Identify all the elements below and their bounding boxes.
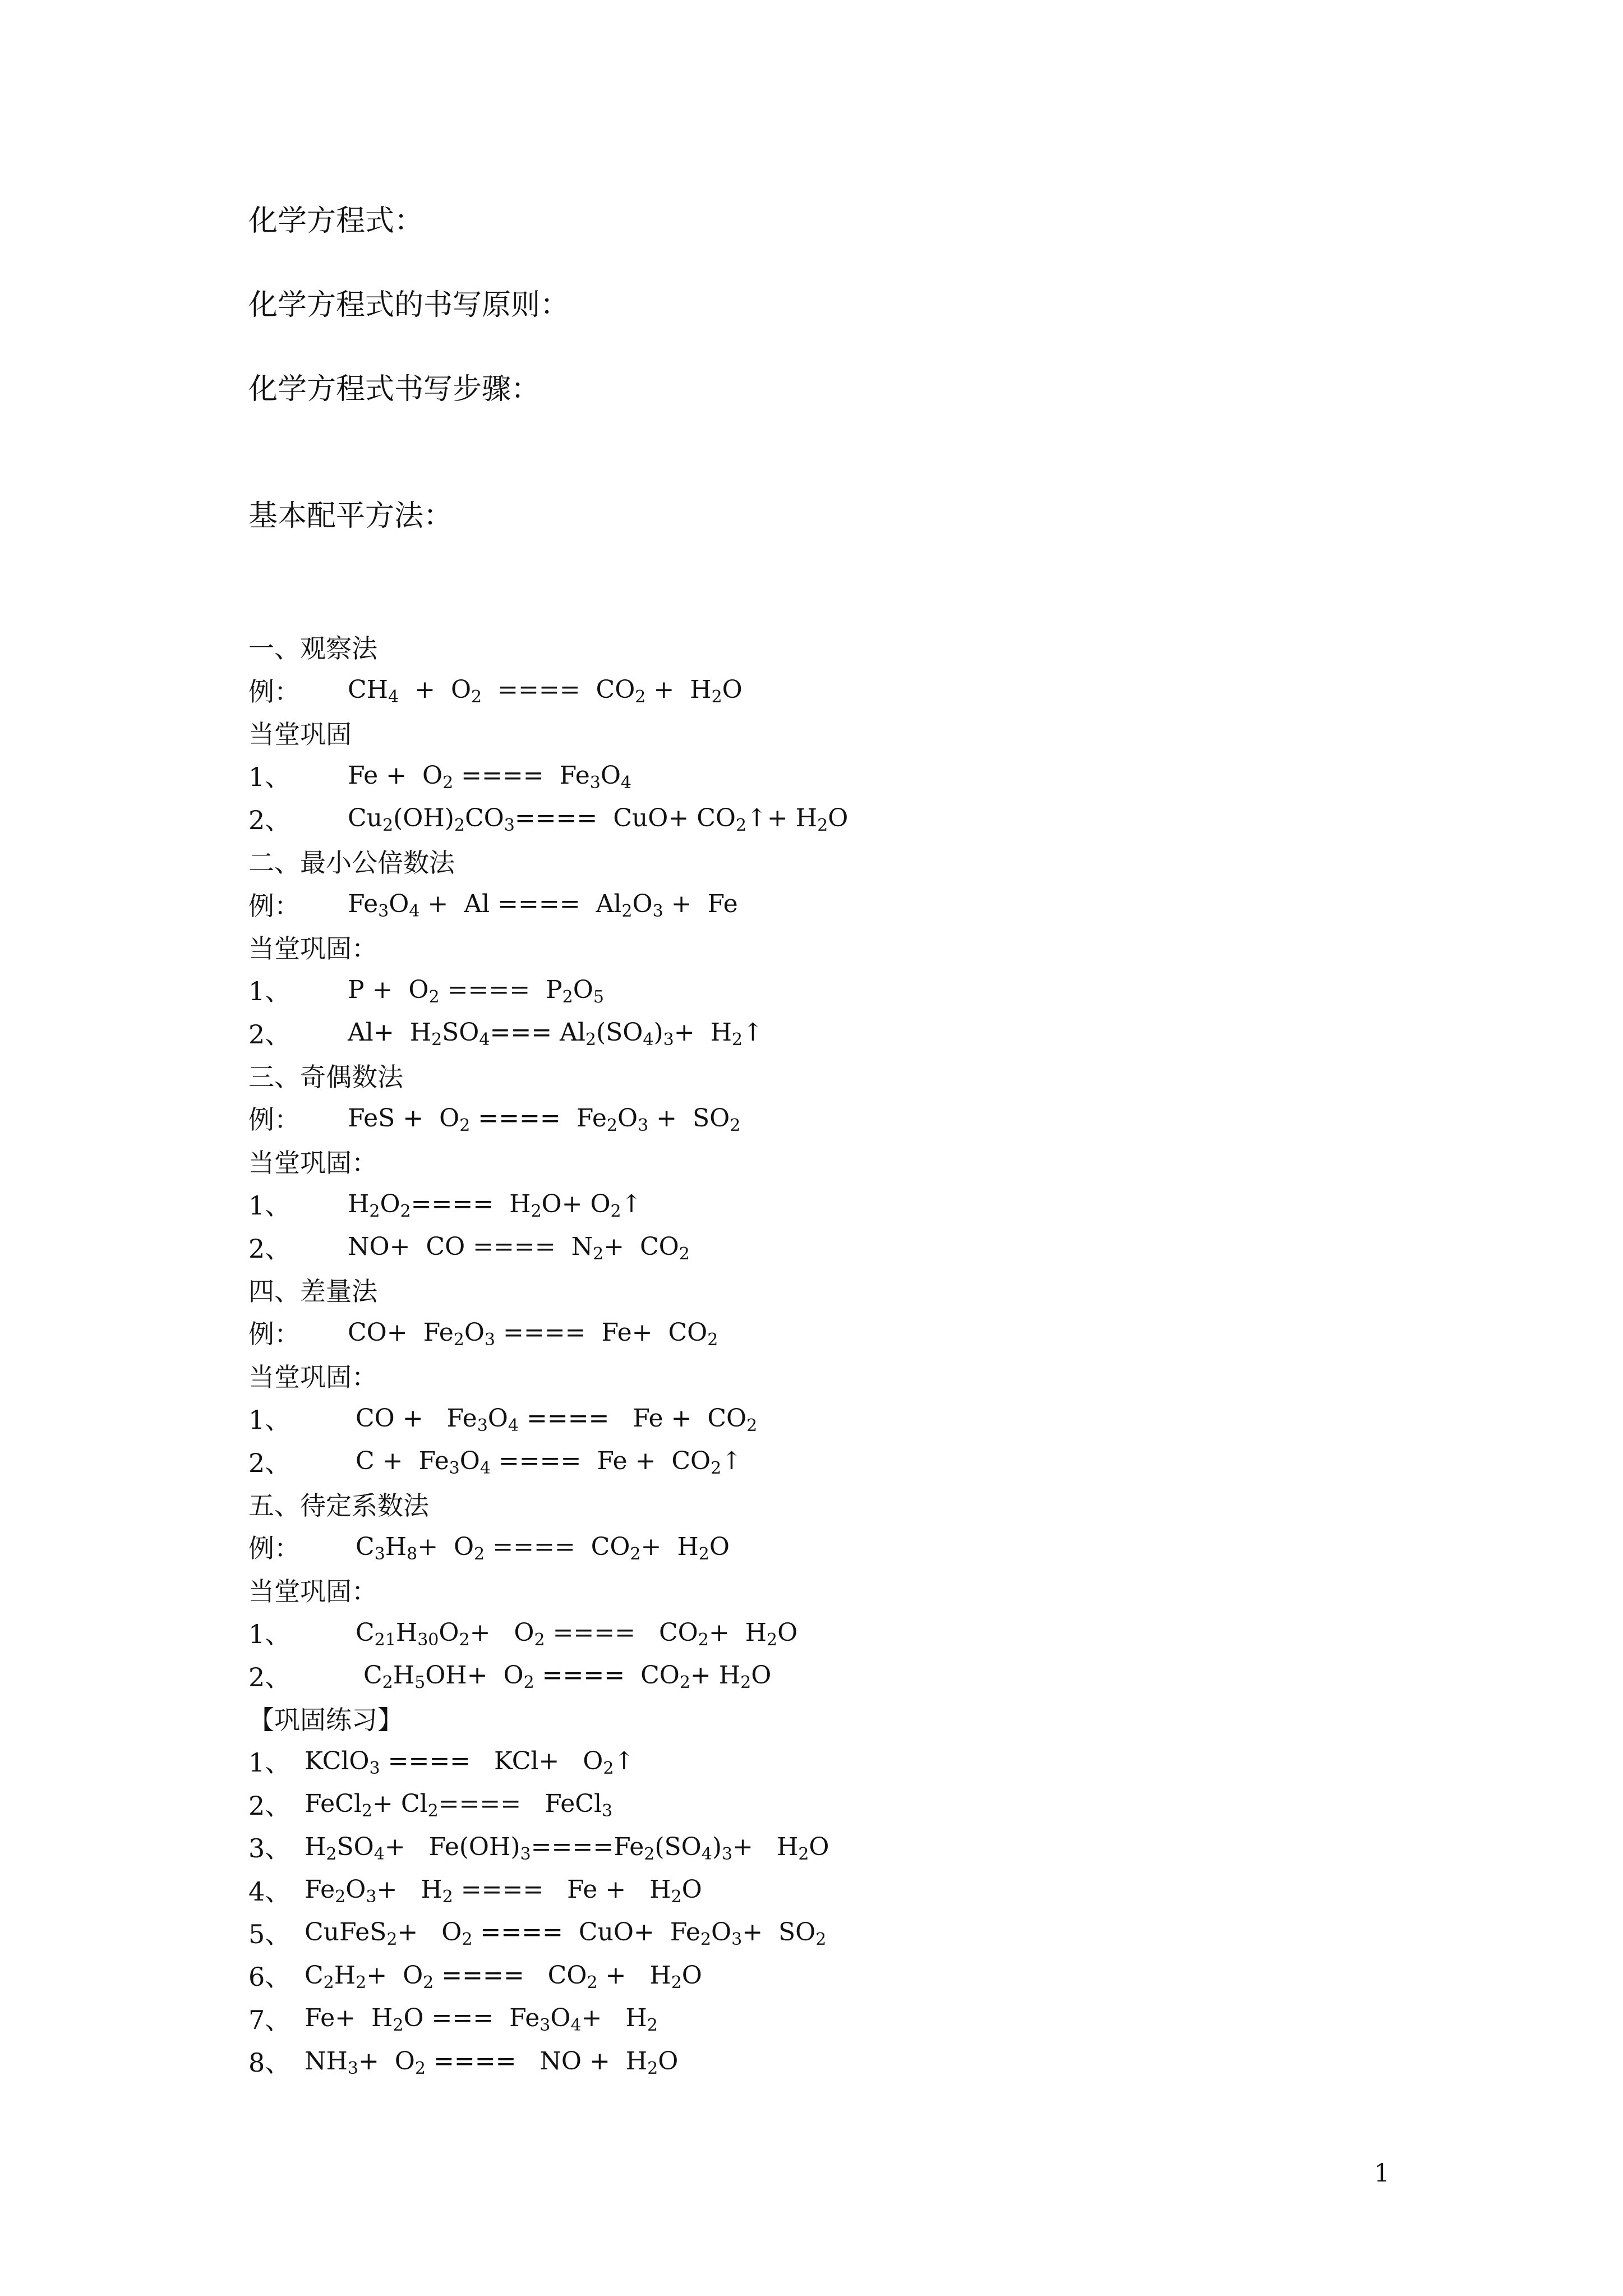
chemical-equation: $CO+ Fe_2O_3$ ==== $Fe+ CO_2$ [348, 1318, 718, 1350]
chemical-equation: $CH_4 + O_2$ ==== $CO_2 + H_2O$ [348, 675, 743, 707]
heading-chemical-equation: 化学方程式： [248, 204, 424, 238]
line-label: 当堂巩固： [248, 933, 377, 964]
equation-row [248, 1997, 1482, 2040]
practice-label [248, 711, 1482, 754]
page-number: 1 [1374, 2159, 1390, 2188]
chemical-equation: $Fe_3O_4 + Al$ ==== $Al_2O_3 + Fe$ [348, 890, 738, 922]
gas-arrow-icon: ↑ [743, 1018, 763, 1047]
equation-row [248, 1868, 1482, 1911]
equation-row [248, 1311, 1482, 1354]
line-label: 1、 [248, 1405, 291, 1435]
equation-row [248, 968, 1482, 1011]
line-label: 2、 [248, 1019, 291, 1050]
line-label: 例： [248, 676, 300, 707]
line-label: 例： [248, 1105, 300, 1135]
equation-row [248, 1654, 1482, 1696]
equation-row [248, 1525, 1482, 1568]
line-label: 3、 [248, 1833, 291, 1864]
line-label: 8、 [248, 2047, 291, 2078]
equation-row [248, 668, 1482, 711]
line-label: 一、观察法 [248, 633, 377, 664]
practice-label [248, 926, 1482, 968]
chemical-equation: $C_{21}H_{30}O_2+ O_2$ ==== $CO_2+ H_2O$ [348, 1618, 798, 1650]
chemical-equation: $C_2H_2+ O_2$ ==== $CO_2 + H_2O$ [305, 1961, 702, 1993]
line-label: 【巩固练习】 [248, 1704, 403, 1735]
chemical-equation: $Fe_2O_3+ H_2$ ==== $Fe + H_2O$ [305, 1875, 702, 1907]
line-label: 2、 [248, 804, 291, 835]
practice-label [248, 1140, 1482, 1182]
equation-row [248, 1740, 1482, 1782]
equation-row [248, 1182, 1482, 1225]
line-label: 4、 [248, 1876, 291, 1907]
equation-row [248, 2040, 1482, 2082]
section-heading [248, 1268, 1482, 1311]
chemical-equation: $Fe + O_2$ ==== $Fe_3O_4$ [348, 761, 632, 793]
line-label: 1、 [248, 762, 291, 793]
chemical-equation: NO+ CO ==== $N_2+ CO_2$ [348, 1232, 690, 1264]
section-heading [248, 625, 1482, 668]
line-label: 1、 [248, 1619, 291, 1650]
heading-writing-steps: 化学方程式书写步骤： [248, 372, 541, 406]
chemical-equation: CuFeS$_2$+ $O_2$ ==== $CuO+ Fe_2O_3+ SO_2$ [305, 1918, 827, 1950]
line-label: 例： [248, 1533, 300, 1564]
line-label: 四、差量法 [248, 1276, 377, 1307]
equation-row [248, 1439, 1482, 1482]
chemical-equation: $C_3H_8+ O_2$ ==== $CO_2+ H_2O$ [348, 1532, 730, 1564]
line-label: 2、 [248, 1233, 291, 1264]
equation-row [248, 1783, 1482, 1825]
equation-row [248, 754, 1482, 797]
heading-balancing-methods: 基本配平方法： [248, 499, 453, 533]
chemical-equation: FeS + $O_2$ ==== $Fe_2O_3 + SO_2$ [348, 1103, 741, 1135]
section-heading [248, 1697, 1482, 1740]
equation-row [248, 1911, 1482, 1954]
gas-arrow-icon: ↑ [721, 1447, 743, 1476]
chemical-equation: $H_2O_2==== H_2O+$ $O_2↑$ [348, 1189, 642, 1221]
chemical-equation: $Fe+ H_2O$ === $Fe_3O_4+ H_2$ [305, 2004, 658, 2036]
chemical-equation: $C + Fe_3O_4$ ==== $Fe + CO_2↑$ [348, 1447, 743, 1479]
equation-row [248, 797, 1482, 840]
line-label: 1、 [248, 976, 291, 1007]
practice-label [248, 1354, 1482, 1397]
chemical-equation: $C_2H_5OH+ O_2$ ==== $CO_2+ H_2O$ [348, 1661, 772, 1693]
equation-row [248, 882, 1482, 925]
line-label: 7、 [248, 2004, 291, 2035]
chemical-equation: $Al+ H_2SO_4=== Al_2(SO_4)_3+$ $H_2↑$ [348, 1018, 763, 1050]
line-label: 2、 [248, 1790, 291, 1821]
line-label: 2、 [248, 1447, 291, 1478]
section-heading [248, 1054, 1482, 1097]
equation-row [248, 1611, 1482, 1654]
practice-label [248, 1568, 1482, 1611]
gas-arrow-icon: ↑ [614, 1746, 635, 1775]
line-label: 例： [248, 890, 300, 921]
section-heading [248, 840, 1482, 882]
line-label: 五、待定系数法 [248, 1490, 429, 1521]
heading-writing-principles: 化学方程式的书写原则： [248, 288, 570, 322]
equation-row [248, 1225, 1482, 1268]
line-label: 1、 [248, 1190, 291, 1221]
chemical-equation: KClO$_3$ ==== $KCl+ O_2↑$ [305, 1746, 635, 1778]
line-label: 当堂巩固： [248, 1576, 377, 1607]
chemical-equation: FeCl$_2$+ $Cl_2====$ FeCl$_3$ [305, 1789, 613, 1821]
equation-row [248, 1397, 1482, 1439]
chemical-equation: $Cu_2(OH)_2CO_3==== CuO+$ $CO_2↑+ H_2O$ [348, 804, 849, 836]
line-label: 二、最小公倍数法 [248, 848, 455, 878]
equation-row [248, 1011, 1482, 1054]
equation-list [248, 625, 1482, 2082]
line-label: 当堂巩固 [248, 719, 352, 749]
line-label: 6、 [248, 1962, 291, 1993]
line-label: 当堂巩固： [248, 1147, 377, 1178]
chemical-equation: CO + $Fe_3O_4$ ==== $Fe + CO_2$ [348, 1404, 758, 1435]
line-label: 当堂巩固： [248, 1361, 377, 1392]
line-label: 2、 [248, 1662, 291, 1692]
line-label: 1、 [248, 1747, 291, 1778]
gas-arrow-icon: ↑ [621, 1189, 642, 1218]
equation-row [248, 1825, 1482, 1868]
line-label: 5、 [248, 1918, 291, 1949]
line-label: 例： [248, 1319, 300, 1350]
chemical-equation: $NH_3+ O_2$ ==== NO + $H_2O$ [305, 2046, 679, 2078]
section-heading [248, 1483, 1482, 1525]
equation-row [248, 1954, 1482, 1996]
chemical-equation: $H_2SO_4+ Fe(OH)_3====Fe_2(SO_4)_3+ H_2O$ [305, 1832, 829, 1864]
equation-row [248, 1097, 1482, 1139]
chemical-equation: $P + O_2$ ==== $P_2O_5$ [348, 975, 604, 1007]
gas-arrow-icon: ↑ [746, 804, 767, 833]
line-label: 三、奇偶数法 [248, 1062, 403, 1093]
